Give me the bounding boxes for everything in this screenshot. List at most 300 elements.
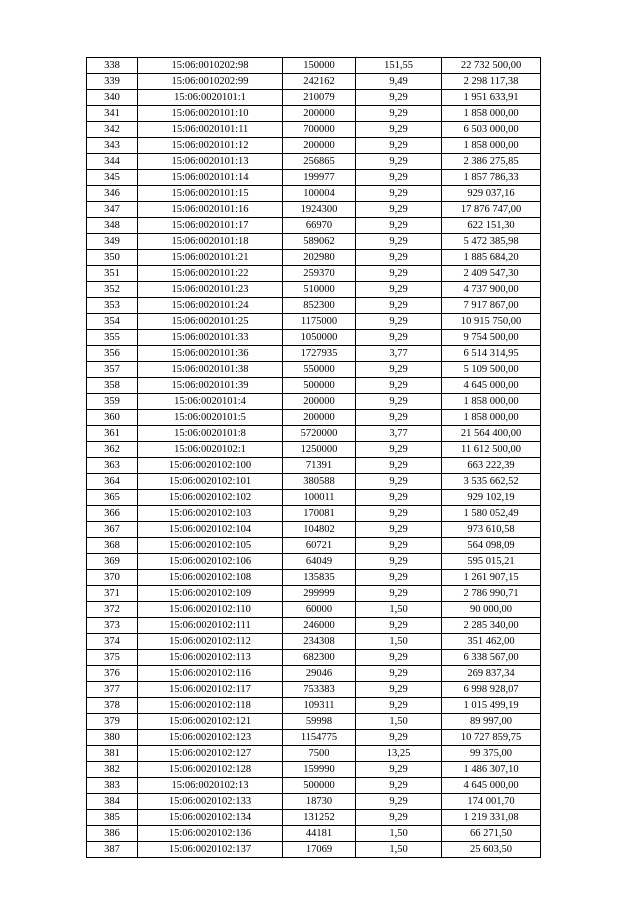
rate-cell: 9,29 — [356, 490, 442, 506]
table-row — [87, 490, 541, 506]
cadastral-number-cell: 15:06:0010202:98 — [138, 58, 283, 74]
table-row — [87, 810, 541, 826]
rate-cell: 9,29 — [356, 378, 442, 394]
rate-cell: 9,29 — [356, 666, 442, 682]
cadastral-number-cell: 15:06:0020101:12 — [138, 138, 283, 154]
value-cell: 1 858 000,00 — [442, 410, 541, 426]
cadastral-number-cell: 15:06:0020101:4 — [138, 394, 283, 410]
row-number-cell: 358 — [87, 378, 138, 394]
table-row — [87, 698, 541, 714]
cadastral-number-cell: 15:06:0020102:108 — [138, 570, 283, 586]
row-number-cell: 364 — [87, 474, 138, 490]
cadastral-number-cell: 15:06:0020101:17 — [138, 218, 283, 234]
rate-cell: 3,77 — [356, 346, 442, 362]
row-number-cell: 370 — [87, 570, 138, 586]
cadastral-number-cell: 15:06:0020101:15 — [138, 186, 283, 202]
table-row — [87, 250, 541, 266]
area-cell: 64049 — [283, 554, 356, 570]
value-cell: 622 151,30 — [442, 218, 541, 234]
row-number-cell: 350 — [87, 250, 138, 266]
rate-cell: 9,29 — [356, 282, 442, 298]
table-row — [87, 298, 541, 314]
area-cell: 131252 — [283, 810, 356, 826]
value-cell: 1 951 633,91 — [442, 90, 541, 106]
cadastral-number-cell: 15:06:0020102:127 — [138, 746, 283, 762]
value-cell: 1 261 907,15 — [442, 570, 541, 586]
rate-cell: 9,29 — [356, 138, 442, 154]
rate-cell: 9,29 — [356, 218, 442, 234]
row-number-cell: 363 — [87, 458, 138, 474]
area-cell: 200000 — [283, 138, 356, 154]
table-row — [87, 154, 541, 170]
row-number-cell: 374 — [87, 634, 138, 650]
row-number-cell: 381 — [87, 746, 138, 762]
row-number-cell: 385 — [87, 810, 138, 826]
value-cell: 929 102,19 — [442, 490, 541, 506]
value-cell: 1 580 052,49 — [442, 506, 541, 522]
table-row — [87, 506, 541, 522]
row-number-cell: 349 — [87, 234, 138, 250]
cadastral-number-cell: 15:06:0020102:112 — [138, 634, 283, 650]
table-row — [87, 346, 541, 362]
value-cell: 6 998 928,07 — [442, 682, 541, 698]
area-cell: 5720000 — [283, 426, 356, 442]
row-number-cell: 341 — [87, 106, 138, 122]
table-row — [87, 586, 541, 602]
rate-cell: 9,29 — [356, 538, 442, 554]
row-number-cell: 368 — [87, 538, 138, 554]
area-cell: 170081 — [283, 506, 356, 522]
row-number-cell: 340 — [87, 90, 138, 106]
rate-cell: 9,29 — [356, 762, 442, 778]
row-number-cell: 379 — [87, 714, 138, 730]
value-cell: 99 375,00 — [442, 746, 541, 762]
value-cell: 269 837,34 — [442, 666, 541, 682]
row-number-cell: 369 — [87, 554, 138, 570]
rate-cell: 9,29 — [356, 362, 442, 378]
area-cell: 589062 — [283, 234, 356, 250]
table-row — [87, 650, 541, 666]
row-number-cell: 343 — [87, 138, 138, 154]
land-plots-table — [86, 57, 541, 858]
cadastral-number-cell: 15:06:0020101:38 — [138, 362, 283, 378]
area-cell: 200000 — [283, 394, 356, 410]
value-cell: 564 098,09 — [442, 538, 541, 554]
row-number-cell: 338 — [87, 58, 138, 74]
cadastral-number-cell: 15:06:0020101:22 — [138, 266, 283, 282]
row-number-cell: 345 — [87, 170, 138, 186]
table-row — [87, 602, 541, 618]
area-cell: 59998 — [283, 714, 356, 730]
row-number-cell: 375 — [87, 650, 138, 666]
rate-cell: 9,29 — [356, 474, 442, 490]
value-cell: 5 472 385,98 — [442, 234, 541, 250]
row-number-cell: 380 — [87, 730, 138, 746]
row-number-cell: 355 — [87, 330, 138, 346]
cadastral-number-cell: 15:06:0020102:101 — [138, 474, 283, 490]
rate-cell: 13,25 — [356, 746, 442, 762]
cadastral-number-cell: 15:06:0020102:103 — [138, 506, 283, 522]
rate-cell: 1,50 — [356, 826, 442, 842]
table-row — [87, 570, 541, 586]
cadastral-number-cell: 15:06:0020102:100 — [138, 458, 283, 474]
area-cell: 202980 — [283, 250, 356, 266]
table-row — [87, 714, 541, 730]
rate-cell: 9,29 — [356, 442, 442, 458]
table-row — [87, 138, 541, 154]
rate-cell: 9,29 — [356, 90, 442, 106]
rate-cell: 3,77 — [356, 426, 442, 442]
rate-cell: 9,29 — [356, 234, 442, 250]
cadastral-number-cell: 15:06:0020101:25 — [138, 314, 283, 330]
area-cell: 500000 — [283, 378, 356, 394]
cadastral-number-cell: 15:06:0020102:121 — [138, 714, 283, 730]
cadastral-number-cell: 15:06:0020102:113 — [138, 650, 283, 666]
area-cell: 100011 — [283, 490, 356, 506]
area-cell: 150000 — [283, 58, 356, 74]
row-number-cell: 348 — [87, 218, 138, 234]
area-cell: 104802 — [283, 522, 356, 538]
table-row — [87, 618, 541, 634]
cadastral-number-cell: 15:06:0020102:133 — [138, 794, 283, 810]
table-row — [87, 362, 541, 378]
cadastral-number-cell: 15:06:0020102:123 — [138, 730, 283, 746]
rate-cell: 9,29 — [356, 154, 442, 170]
area-cell: 1175000 — [283, 314, 356, 330]
row-number-cell: 365 — [87, 490, 138, 506]
row-number-cell: 354 — [87, 314, 138, 330]
rate-cell: 9,29 — [356, 458, 442, 474]
rate-cell: 1,50 — [356, 842, 442, 858]
cadastral-number-cell: 15:06:0020102:109 — [138, 586, 283, 602]
cadastral-number-cell: 15:06:0020101:11 — [138, 122, 283, 138]
table-row — [87, 554, 541, 570]
table-row — [87, 746, 541, 762]
rate-cell: 9,29 — [356, 682, 442, 698]
area-cell: 242162 — [283, 74, 356, 90]
area-cell: 682300 — [283, 650, 356, 666]
value-cell: 2 285 340,00 — [442, 618, 541, 634]
row-number-cell: 373 — [87, 618, 138, 634]
table-row — [87, 186, 541, 202]
row-number-cell: 383 — [87, 778, 138, 794]
area-cell: 1050000 — [283, 330, 356, 346]
rate-cell: 9,29 — [356, 122, 442, 138]
rate-cell: 9,29 — [356, 314, 442, 330]
rate-cell: 9,29 — [356, 698, 442, 714]
row-number-cell: 357 — [87, 362, 138, 378]
area-cell: 500000 — [283, 778, 356, 794]
value-cell: 1 015 499,19 — [442, 698, 541, 714]
rate-cell: 1,50 — [356, 714, 442, 730]
area-cell: 210079 — [283, 90, 356, 106]
value-cell: 1 858 000,00 — [442, 106, 541, 122]
row-number-cell: 360 — [87, 410, 138, 426]
row-number-cell: 387 — [87, 842, 138, 858]
table-row — [87, 282, 541, 298]
area-cell: 7500 — [283, 746, 356, 762]
rate-cell: 9,29 — [356, 794, 442, 810]
table-row — [87, 394, 541, 410]
cadastral-number-cell: 15:06:0020102:13 — [138, 778, 283, 794]
cadastral-number-cell: 15:06:0020101:5 — [138, 410, 283, 426]
rate-cell: 9,29 — [356, 522, 442, 538]
cadastral-number-cell: 15:06:0020102:1 — [138, 442, 283, 458]
value-cell: 25 603,50 — [442, 842, 541, 858]
value-cell: 4 737 900,00 — [442, 282, 541, 298]
value-cell: 1 857 786,33 — [442, 170, 541, 186]
cadastral-number-cell: 15:06:0020101:1 — [138, 90, 283, 106]
value-cell: 21 564 400,00 — [442, 426, 541, 442]
cadastral-number-cell: 15:06:0020101:10 — [138, 106, 283, 122]
cadastral-number-cell: 15:06:0020102:104 — [138, 522, 283, 538]
rate-cell: 9,29 — [356, 618, 442, 634]
cadastral-number-cell: 15:06:0020101:13 — [138, 154, 283, 170]
value-cell: 174 001,70 — [442, 794, 541, 810]
area-cell: 60000 — [283, 602, 356, 618]
area-cell: 256865 — [283, 154, 356, 170]
row-number-cell: 356 — [87, 346, 138, 362]
cadastral-number-cell: 15:06:0020101:24 — [138, 298, 283, 314]
row-number-cell: 382 — [87, 762, 138, 778]
table-row — [87, 794, 541, 810]
table-row — [87, 74, 541, 90]
table-body — [87, 58, 541, 858]
cadastral-number-cell: 15:06:0020101:16 — [138, 202, 283, 218]
rate-cell: 9,29 — [356, 394, 442, 410]
row-number-cell: 386 — [87, 826, 138, 842]
row-number-cell: 346 — [87, 186, 138, 202]
area-cell: 1924300 — [283, 202, 356, 218]
value-cell: 1 858 000,00 — [442, 394, 541, 410]
value-cell: 3 535 662,52 — [442, 474, 541, 490]
value-cell: 22 732 500,00 — [442, 58, 541, 74]
area-cell: 700000 — [283, 122, 356, 138]
value-cell: 6 514 314,95 — [442, 346, 541, 362]
rate-cell: 9,29 — [356, 778, 442, 794]
area-cell: 159990 — [283, 762, 356, 778]
value-cell: 2 386 275,85 — [442, 154, 541, 170]
value-cell: 1 858 000,00 — [442, 138, 541, 154]
value-cell: 595 015,21 — [442, 554, 541, 570]
cadastral-number-cell: 15:06:0020102:102 — [138, 490, 283, 506]
area-cell: 60721 — [283, 538, 356, 554]
area-cell: 199977 — [283, 170, 356, 186]
cadastral-number-cell: 15:06:0020101:21 — [138, 250, 283, 266]
table-row — [87, 842, 541, 858]
table-row — [87, 106, 541, 122]
value-cell: 1 219 331,08 — [442, 810, 541, 826]
cadastral-number-cell: 15:06:0020102:117 — [138, 682, 283, 698]
cadastral-number-cell: 15:06:0020101:36 — [138, 346, 283, 362]
rate-cell: 9,29 — [356, 730, 442, 746]
value-cell: 2 298 117,38 — [442, 74, 541, 90]
value-cell: 66 271,50 — [442, 826, 541, 842]
rate-cell: 9,29 — [356, 810, 442, 826]
rate-cell: 9,29 — [356, 586, 442, 602]
area-cell: 100004 — [283, 186, 356, 202]
rate-cell: 9,29 — [356, 202, 442, 218]
value-cell: 351 462,00 — [442, 634, 541, 650]
area-cell: 66970 — [283, 218, 356, 234]
value-cell: 4 645 000,00 — [442, 778, 541, 794]
table-row — [87, 474, 541, 490]
table-row — [87, 778, 541, 794]
table-row — [87, 682, 541, 698]
cadastral-number-cell: 15:06:0020102:110 — [138, 602, 283, 618]
row-number-cell: 372 — [87, 602, 138, 618]
rate-cell: 151,55 — [356, 58, 442, 74]
row-number-cell: 367 — [87, 522, 138, 538]
cadastral-number-cell: 15:06:0020101:33 — [138, 330, 283, 346]
area-cell: 109311 — [283, 698, 356, 714]
row-number-cell: 352 — [87, 282, 138, 298]
cadastral-number-cell: 15:06:0020101:14 — [138, 170, 283, 186]
table-row — [87, 314, 541, 330]
area-cell: 246000 — [283, 618, 356, 634]
table-row — [87, 666, 541, 682]
rate-cell: 9,29 — [356, 298, 442, 314]
table-row — [87, 170, 541, 186]
table-row — [87, 426, 541, 442]
area-cell: 380588 — [283, 474, 356, 490]
cadastral-number-cell: 15:06:0020102:105 — [138, 538, 283, 554]
rate-cell: 9,49 — [356, 74, 442, 90]
area-cell: 71391 — [283, 458, 356, 474]
table-row — [87, 378, 541, 394]
cadastral-number-cell: 15:06:0020102:116 — [138, 666, 283, 682]
area-cell: 852300 — [283, 298, 356, 314]
value-cell: 1 486 307,10 — [442, 762, 541, 778]
value-cell: 2 786 990,71 — [442, 586, 541, 602]
value-cell: 9 754 500,00 — [442, 330, 541, 346]
rate-cell: 9,29 — [356, 186, 442, 202]
value-cell: 5 109 500,00 — [442, 362, 541, 378]
table-row — [87, 218, 541, 234]
area-cell: 259370 — [283, 266, 356, 282]
row-number-cell: 384 — [87, 794, 138, 810]
area-cell: 29046 — [283, 666, 356, 682]
cadastral-number-cell: 15:06:0020102:137 — [138, 842, 283, 858]
value-cell: 6 338 567,00 — [442, 650, 541, 666]
table-row — [87, 202, 541, 218]
value-cell: 2 409 547,30 — [442, 266, 541, 282]
row-number-cell: 376 — [87, 666, 138, 682]
table-row — [87, 522, 541, 538]
row-number-cell: 347 — [87, 202, 138, 218]
area-cell: 753383 — [283, 682, 356, 698]
value-cell: 1 885 684,20 — [442, 250, 541, 266]
area-cell: 1154775 — [283, 730, 356, 746]
table-row — [87, 538, 541, 554]
cadastral-number-cell: 15:06:0020102:136 — [138, 826, 283, 842]
rate-cell: 9,29 — [356, 250, 442, 266]
rate-cell: 9,29 — [356, 506, 442, 522]
value-cell: 10 727 859,75 — [442, 730, 541, 746]
value-cell: 89 997,00 — [442, 714, 541, 730]
table-row — [87, 266, 541, 282]
cadastral-number-cell: 15:06:0020101:23 — [138, 282, 283, 298]
value-cell: 973 610,58 — [442, 522, 541, 538]
rate-cell: 9,29 — [356, 330, 442, 346]
area-cell: 1250000 — [283, 442, 356, 458]
rate-cell: 9,29 — [356, 650, 442, 666]
area-cell: 1727935 — [283, 346, 356, 362]
rate-cell: 9,29 — [356, 554, 442, 570]
row-number-cell: 344 — [87, 154, 138, 170]
rate-cell: 9,29 — [356, 570, 442, 586]
value-cell: 90 000,00 — [442, 602, 541, 618]
table-row — [87, 234, 541, 250]
area-cell: 44181 — [283, 826, 356, 842]
row-number-cell: 362 — [87, 442, 138, 458]
table-row — [87, 58, 541, 74]
area-cell: 135835 — [283, 570, 356, 586]
row-number-cell: 371 — [87, 586, 138, 602]
row-number-cell: 353 — [87, 298, 138, 314]
area-cell: 200000 — [283, 410, 356, 426]
table-row — [87, 90, 541, 106]
area-cell: 17069 — [283, 842, 356, 858]
rate-cell: 1,50 — [356, 634, 442, 650]
table-row — [87, 826, 541, 842]
table-row — [87, 634, 541, 650]
table-row — [87, 410, 541, 426]
cadastral-number-cell: 15:06:0020102:128 — [138, 762, 283, 778]
rate-cell: 9,29 — [356, 170, 442, 186]
table-row — [87, 122, 541, 138]
row-number-cell: 378 — [87, 698, 138, 714]
row-number-cell: 359 — [87, 394, 138, 410]
value-cell: 929 037,16 — [442, 186, 541, 202]
row-number-cell: 342 — [87, 122, 138, 138]
rate-cell: 9,29 — [356, 106, 442, 122]
area-cell: 299999 — [283, 586, 356, 602]
table-row — [87, 762, 541, 778]
value-cell: 10 915 750,00 — [442, 314, 541, 330]
cadastral-number-cell: 15:06:0020102:106 — [138, 554, 283, 570]
area-cell: 234308 — [283, 634, 356, 650]
cadastral-number-cell: 15:06:0020101:39 — [138, 378, 283, 394]
rate-cell: 1,50 — [356, 602, 442, 618]
rate-cell: 9,29 — [356, 410, 442, 426]
value-cell: 6 503 000,00 — [442, 122, 541, 138]
row-number-cell: 351 — [87, 266, 138, 282]
value-cell: 11 612 500,00 — [442, 442, 541, 458]
row-number-cell: 366 — [87, 506, 138, 522]
cadastral-number-cell: 15:06:0020102:118 — [138, 698, 283, 714]
cadastral-number-cell: 15:06:0020101:18 — [138, 234, 283, 250]
table-row — [87, 442, 541, 458]
area-cell: 200000 — [283, 106, 356, 122]
value-cell: 17 876 747,00 — [442, 202, 541, 218]
cadastral-number-cell: 15:06:0020102:111 — [138, 618, 283, 634]
row-number-cell: 361 — [87, 426, 138, 442]
rate-cell: 9,29 — [356, 266, 442, 282]
value-cell: 7 917 867,00 — [442, 298, 541, 314]
area-cell: 510000 — [283, 282, 356, 298]
value-cell: 663 222,39 — [442, 458, 541, 474]
table-row — [87, 730, 541, 746]
cadastral-number-cell: 15:06:0020102:134 — [138, 810, 283, 826]
table-row — [87, 330, 541, 346]
row-number-cell: 339 — [87, 74, 138, 90]
area-cell: 18730 — [283, 794, 356, 810]
table-row — [87, 458, 541, 474]
area-cell: 550000 — [283, 362, 356, 378]
cadastral-number-cell: 15:06:0020101:8 — [138, 426, 283, 442]
value-cell: 4 645 000,00 — [442, 378, 541, 394]
